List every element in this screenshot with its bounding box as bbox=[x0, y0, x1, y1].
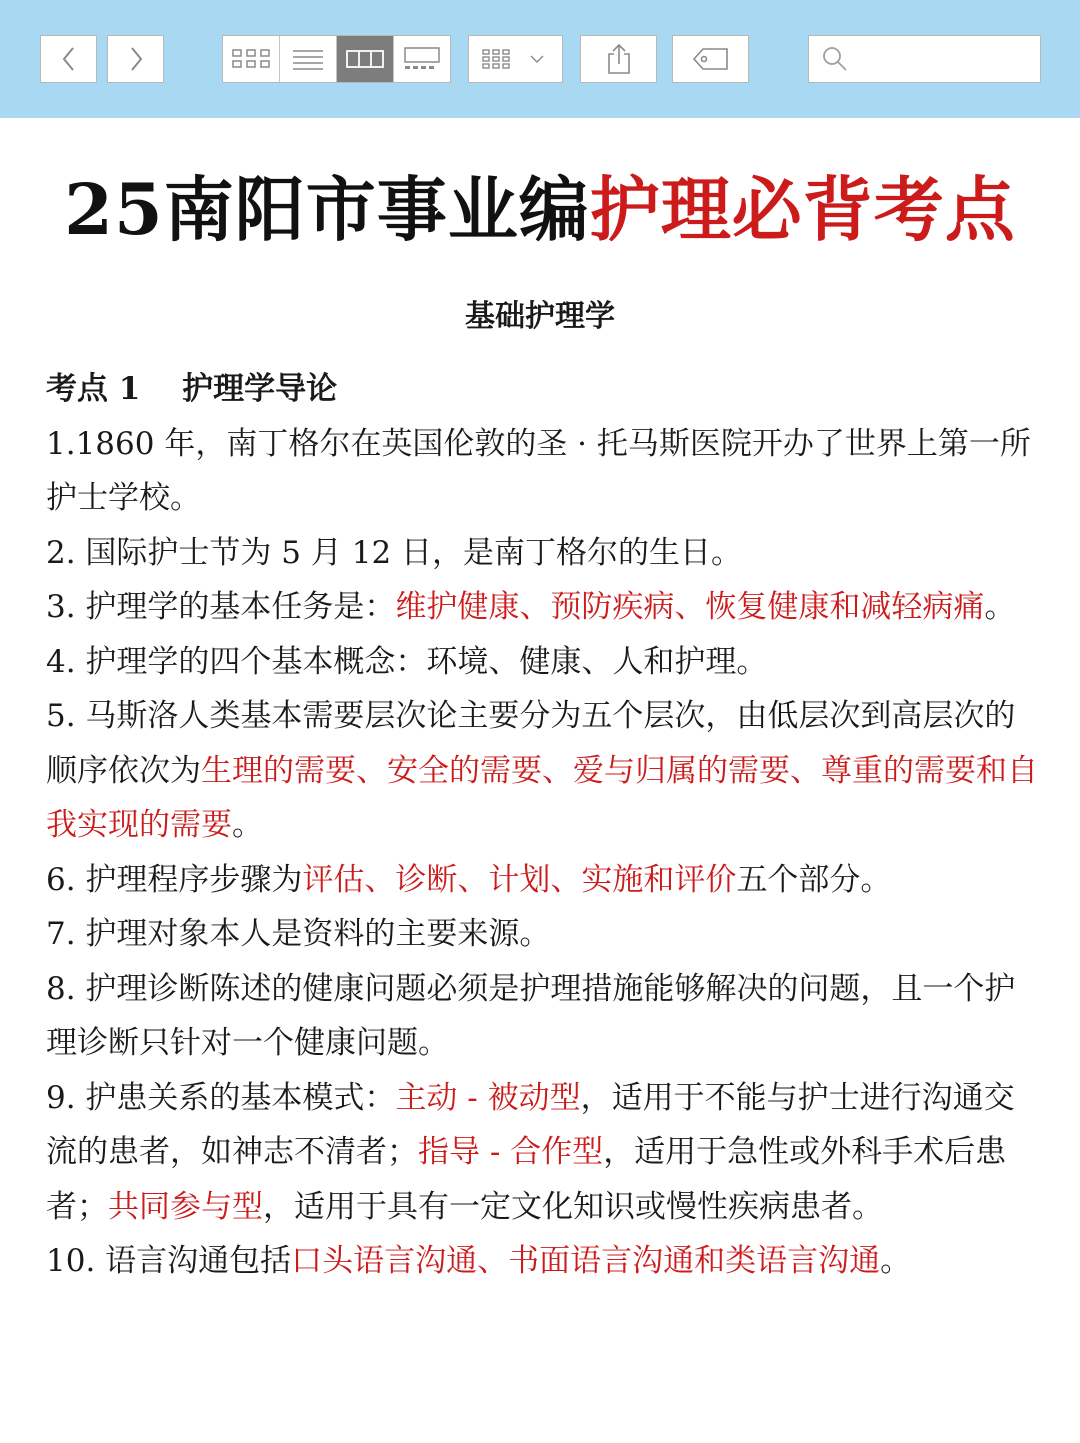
body-text: 8. 护理诊断陈述的健康问题必须是护理措施能够解决的问题，且一个护理诊断只针对一个健康问题。 bbox=[46, 970, 1016, 1061]
list-item bbox=[46, 1071, 1038, 1235]
body-text: ，适用于急性或外科手术后患者； bbox=[46, 1134, 1007, 1225]
list-item bbox=[46, 635, 1038, 690]
list-view-button[interactable] bbox=[280, 36, 337, 82]
share-button[interactable] bbox=[580, 35, 657, 83]
list-item bbox=[46, 853, 1038, 908]
body-text: ，适用于具有一定文化知识或慢性疾病患者。 bbox=[263, 1188, 883, 1225]
gallery-view-icon bbox=[402, 46, 442, 72]
list-item bbox=[46, 1234, 1038, 1289]
body-text: 。 bbox=[232, 807, 263, 843]
page-title bbox=[0, 160, 1080, 260]
share-icon bbox=[604, 42, 634, 76]
forward-button[interactable] bbox=[107, 35, 164, 83]
column-view-button[interactable] bbox=[337, 36, 394, 82]
body-text: 3. 护理学的基本任务是： bbox=[46, 589, 396, 625]
title-black-part: 25南阳市事业编 bbox=[64, 168, 590, 251]
view-mode-segmented-control bbox=[222, 35, 451, 83]
list-item bbox=[46, 580, 1038, 635]
body-text: 7. 护理对象本人是资料的主要来源。 bbox=[46, 916, 551, 952]
highlight-text: 指导 - 合作型 bbox=[418, 1134, 604, 1170]
body-text: 五个部分。 bbox=[736, 861, 892, 898]
body-text: 9. 护患关系的基本模式： bbox=[46, 1079, 396, 1116]
item-list bbox=[46, 417, 1038, 1289]
group-by-icon bbox=[481, 47, 551, 71]
grid-view-button[interactable] bbox=[223, 36, 280, 82]
grid-view-icon bbox=[231, 47, 271, 71]
body-text: 4. 护理学的四个基本概念：环境、健康、人和护理。 bbox=[46, 643, 768, 680]
body-text: 1.1860 年，南丁格尔在英国伦敦的圣 · 托马斯医院开办了世界上第一所护士学校。 bbox=[46, 425, 1031, 516]
list-view-icon bbox=[291, 47, 325, 71]
body-text: ，适用于不能与护士进行沟通交流的患者，如神志不清者； bbox=[46, 1079, 1015, 1170]
search-input[interactable] bbox=[855, 48, 1039, 71]
tag-button[interactable] bbox=[672, 35, 749, 83]
list-item bbox=[46, 907, 1038, 962]
search-icon bbox=[821, 45, 849, 73]
section-heading: 考点 1 护理学导论 bbox=[46, 371, 338, 407]
search-field[interactable] bbox=[808, 35, 1041, 83]
body-text: 5. 马斯洛人类基本需要层次论主要分为五个层次，由低层次到高层次的顺序依次为 bbox=[46, 698, 1016, 789]
highlight-text: 评估、诊断、计划、实施和评价 bbox=[302, 861, 737, 898]
body-text: 。 bbox=[984, 589, 1016, 625]
back-button[interactable] bbox=[40, 35, 97, 83]
document-body bbox=[46, 362, 1038, 1289]
group-by-button[interactable] bbox=[468, 35, 563, 83]
highlight-text: 主动 - 被动型 bbox=[395, 1079, 581, 1116]
list-item bbox=[46, 689, 1038, 853]
chevron-left-icon bbox=[59, 45, 79, 73]
tag-icon bbox=[691, 45, 731, 73]
gallery-view-button[interactable] bbox=[394, 36, 450, 82]
section-subtitle: 基础护理学 bbox=[465, 299, 615, 334]
list-item bbox=[46, 962, 1038, 1071]
chevron-right-icon bbox=[126, 45, 146, 73]
title-red-part: 护理必背考点 bbox=[589, 168, 1016, 251]
highlight-text: 维护健康、预防疾病、恢复健康和减轻病痛 bbox=[395, 589, 985, 625]
highlight-text: 共同参与型 bbox=[108, 1188, 263, 1225]
body-text: 2. 国际护士节为 5 月 12 日，是南丁格尔的生日。 bbox=[46, 534, 743, 571]
body-text: 。 bbox=[880, 1243, 912, 1279]
toolbar bbox=[0, 0, 1080, 118]
list-item bbox=[46, 526, 1038, 581]
list-item bbox=[46, 417, 1038, 526]
highlight-text: 口头语言沟通、书面语言沟通和类语言沟通 bbox=[291, 1243, 881, 1279]
body-text: 10. 语言沟通包括 bbox=[46, 1243, 292, 1279]
column-view-icon bbox=[345, 47, 385, 71]
body-text: 6. 护理程序步骤为 bbox=[46, 861, 303, 898]
highlight-text: 生理的需要、安全的需要、爱与归属的需要、尊重的需要和自我实现的需要 bbox=[46, 752, 1038, 843]
